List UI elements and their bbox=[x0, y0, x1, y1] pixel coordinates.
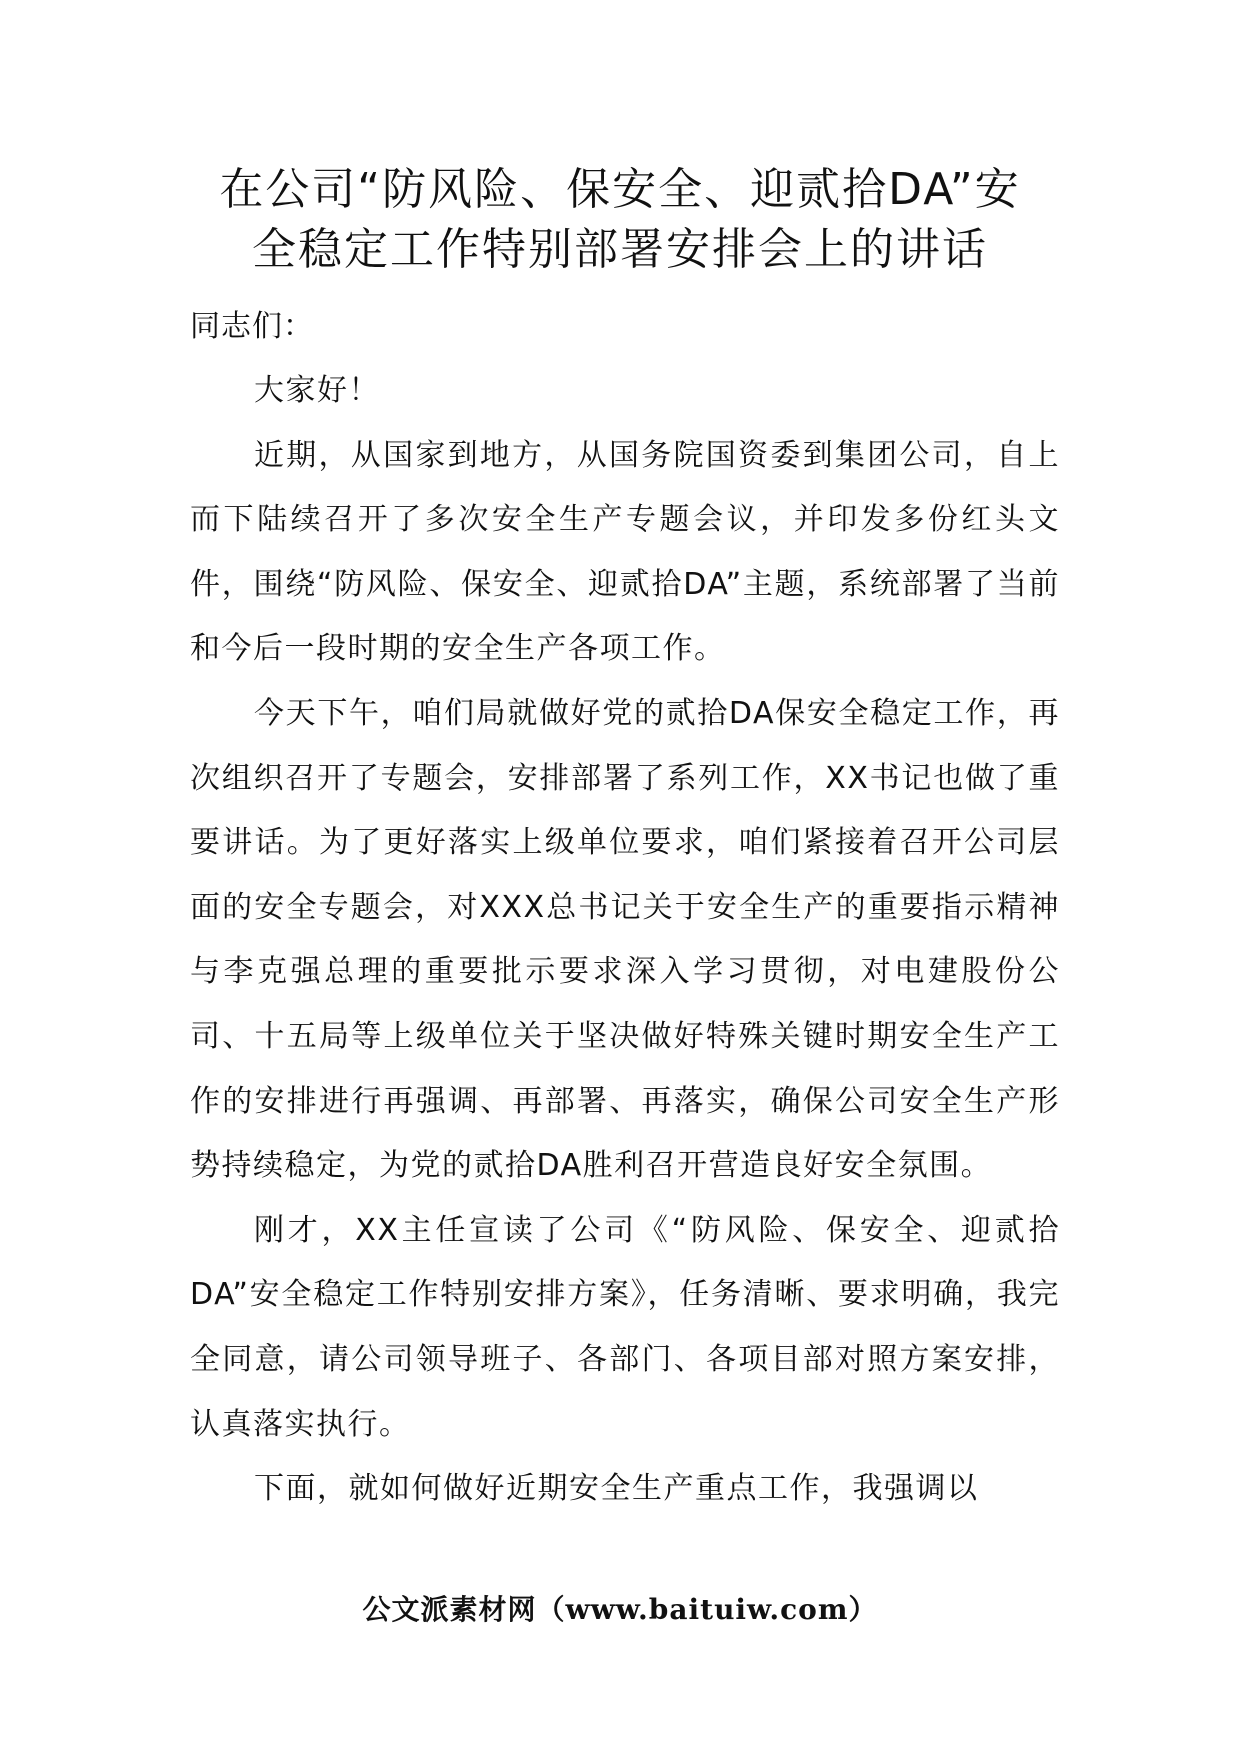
paragraph-4: 下面，就如何做好近期安全生产重点工作，我强调以 bbox=[254, 1471, 979, 1507]
paragraph-1: 近期，从国家到地方，从国务院国资委到集团公司，自上而下陆续召开了多次安全生产专题会议，并印发多份红头文件，围绕“防风险、保安全、迎贰拾DA”主题，系统部署了当前和今后一段时期的安全生产各项工作。 bbox=[190, 437, 1060, 667]
salutation: 同志们： bbox=[190, 309, 314, 344]
footer-watermark: 公文派素材网（www.baituiw.com） bbox=[362, 1593, 878, 1626]
paragraph-3: 刚才，XX主任宣读了公司《“防风险、保安全、迎贰拾DA”安全稳定工作特别安排方案》，任务清晰、要求明确，我完全同意，请公司领导班子、各部门、各项目部对照方案安排，认真落实执行。 bbox=[190, 1212, 1060, 1442]
title-line-1: 在公司“防风险、保安全、迎贰拾DA”安 bbox=[219, 164, 1021, 215]
document-body bbox=[190, 295, 1060, 1522]
paragraph-greeting: 大家好！ bbox=[254, 373, 380, 408]
paragraph-2: 今天下午，咱们局就做好党的贰拾DA保安全稳定工作，再次组织召开了专题会，安排部署了系列工作，XX书记也做了重要讲话。为了更好落实上级单位要求，咱们紧接着召开公司层面的安全专题会，对XXX总书记关于安全生产的重要指示精神与李克强总理的重要批示要求深入学习贯彻，对电建股份公司、十五局等上级单位关于坚决做好特殊关键时期安全生产工作的安排进行再强调、再部署、再落实，确保公司安全生产形势持续稳定，为党的贰拾DA胜利召开营造良好安全氛围。 bbox=[190, 695, 1060, 1184]
document-title bbox=[180, 160, 1060, 280]
title-line-2: 全稳定工作特别部署安排会上的讲话 bbox=[252, 224, 988, 275]
